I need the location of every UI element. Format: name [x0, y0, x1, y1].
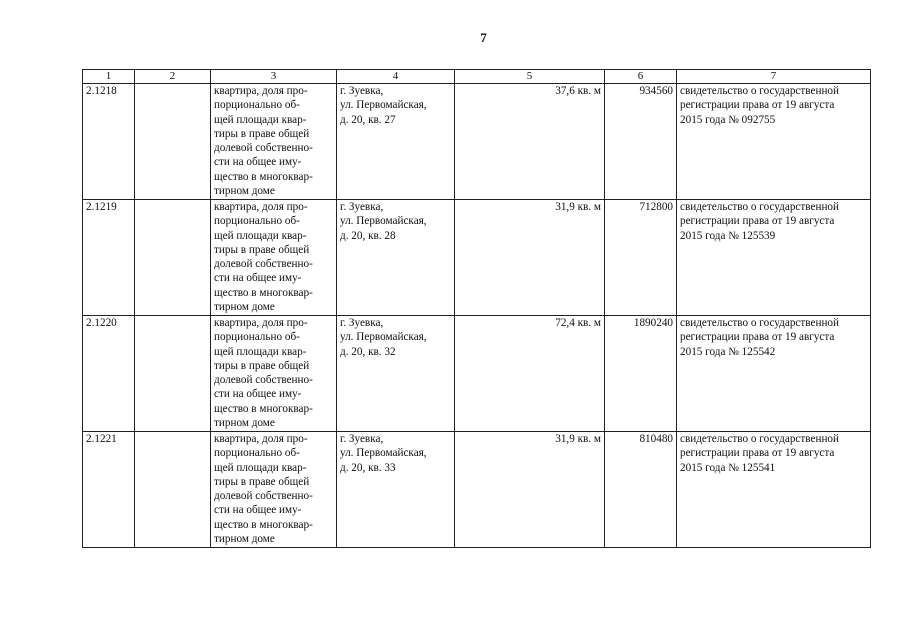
registration-document-cell [677, 316, 871, 432]
description-line: щество в многоквар- [214, 170, 313, 183]
description-line: щество в многоквар- [214, 402, 313, 415]
document-line: свидетельство о государственной [680, 85, 840, 97]
column-header: 4 [337, 70, 455, 84]
description-line: порционально об- [214, 331, 300, 344]
value-cell: 712800 [605, 200, 677, 316]
description-line: щей площади квар- [214, 345, 307, 358]
empty-cell [135, 432, 211, 548]
description-line: тиры в праве общей [214, 243, 310, 256]
description-line: тиры в праве общей [214, 127, 310, 140]
address-line: ул. Первомайская, [340, 215, 427, 228]
registration-document-cell [677, 200, 871, 316]
property-description-cell [211, 84, 337, 200]
document-line: регистрации права от 19 августа [680, 447, 835, 460]
page-number: 7 [480, 30, 487, 45]
empty-cell [135, 84, 211, 200]
value-cell: 1890240 [605, 316, 677, 432]
entry-number-cell: 2.1218 [83, 84, 135, 200]
property-registry-table [82, 69, 871, 548]
area-cell: 31,9 кв. м [455, 200, 605, 316]
column-header: 3 [211, 70, 337, 84]
value-cell: 810480 [605, 432, 677, 548]
document-line: 2015 года № 092755 [680, 113, 776, 126]
description-line: тирном доме [214, 185, 275, 198]
description-line: порционально об- [214, 447, 300, 460]
column-header: 2 [135, 70, 211, 84]
document-line: 2015 года № 125539 [680, 229, 776, 242]
description-line: щей площади квар- [214, 113, 307, 126]
address-line: ул. Первомайская, [340, 99, 427, 112]
document-line: свидетельство о государственной [680, 201, 840, 213]
table-header-row [83, 70, 871, 84]
column-header: 6 [605, 70, 677, 84]
address-line: д. 20, кв. 32 [340, 345, 396, 358]
address-line: г. Зуевка, [340, 85, 384, 97]
document-line: свидетельство о государственной [680, 433, 840, 445]
description-line: квартира, доля про- [214, 433, 308, 445]
document-line: регистрации права от 19 августа [680, 99, 835, 112]
document-line: регистрации права от 19 августа [680, 331, 835, 344]
address-line: ул. Первомайская, [340, 331, 427, 344]
address-cell [337, 432, 455, 548]
property-description-cell [211, 200, 337, 316]
empty-cell [135, 200, 211, 316]
description-line: квартира, доля про- [214, 317, 308, 329]
address-line: д. 20, кв. 27 [340, 113, 396, 126]
description-line: сти на общее иму- [214, 504, 302, 517]
table-row [83, 432, 871, 548]
document-line: 2015 года № 125541 [680, 461, 776, 474]
address-cell [337, 200, 455, 316]
address-cell [337, 84, 455, 200]
empty-cell [135, 316, 211, 432]
document-line: регистрации права от 19 августа [680, 215, 835, 228]
description-line: щей площади квар- [214, 461, 307, 474]
address-line: д. 20, кв. 28 [340, 229, 396, 242]
description-line: квартира, доля про- [214, 85, 308, 97]
column-header: 7 [677, 70, 871, 84]
area-cell: 31,9 кв. м [455, 432, 605, 548]
entry-number-cell: 2.1219 [83, 200, 135, 316]
area-cell: 72,4 кв. м [455, 316, 605, 432]
description-line: сти на общее иму- [214, 272, 302, 285]
description-line: тиры в праве общей [214, 359, 310, 372]
entry-number-cell: 2.1221 [83, 432, 135, 548]
description-line: долевой собственно- [214, 258, 313, 271]
description-line: тирном доме [214, 301, 275, 314]
description-line: щей площади квар- [214, 229, 307, 242]
registration-document-cell [677, 432, 871, 548]
property-description-cell [211, 432, 337, 548]
table-row [83, 84, 871, 200]
document-line: 2015 года № 125542 [680, 345, 776, 358]
entry-number-cell: 2.1220 [83, 316, 135, 432]
description-line: сти на общее иму- [214, 156, 302, 169]
table-row [83, 200, 871, 316]
document-line: свидетельство о государственной [680, 317, 840, 329]
description-line: долевой собственно- [214, 490, 313, 503]
description-line: порционально об- [214, 99, 300, 112]
address-line: г. Зуевка, [340, 317, 384, 329]
table-row [83, 316, 871, 432]
description-line: сти на общее иму- [214, 388, 302, 401]
area-cell: 37,6 кв. м [455, 84, 605, 200]
description-line: квартира, доля про- [214, 201, 308, 213]
value-cell: 934560 [605, 84, 677, 200]
column-header: 1 [83, 70, 135, 84]
description-line: долевой собственно- [214, 374, 313, 387]
address-line: г. Зуевка, [340, 201, 384, 213]
description-line: порционально об- [214, 215, 300, 228]
description-line: щество в многоквар- [214, 518, 313, 531]
description-line: долевой собственно- [214, 142, 313, 155]
address-line: г. Зуевка, [340, 433, 384, 445]
column-header: 5 [455, 70, 605, 84]
description-line: щество в многоквар- [214, 286, 313, 299]
address-line: ул. Первомайская, [340, 447, 427, 460]
description-line: тирном доме [214, 533, 275, 546]
address-line: д. 20, кв. 33 [340, 461, 396, 474]
description-line: тиры в праве общей [214, 475, 310, 488]
address-cell [337, 316, 455, 432]
registration-document-cell [677, 84, 871, 200]
description-line: тирном доме [214, 417, 275, 430]
property-description-cell [211, 316, 337, 432]
